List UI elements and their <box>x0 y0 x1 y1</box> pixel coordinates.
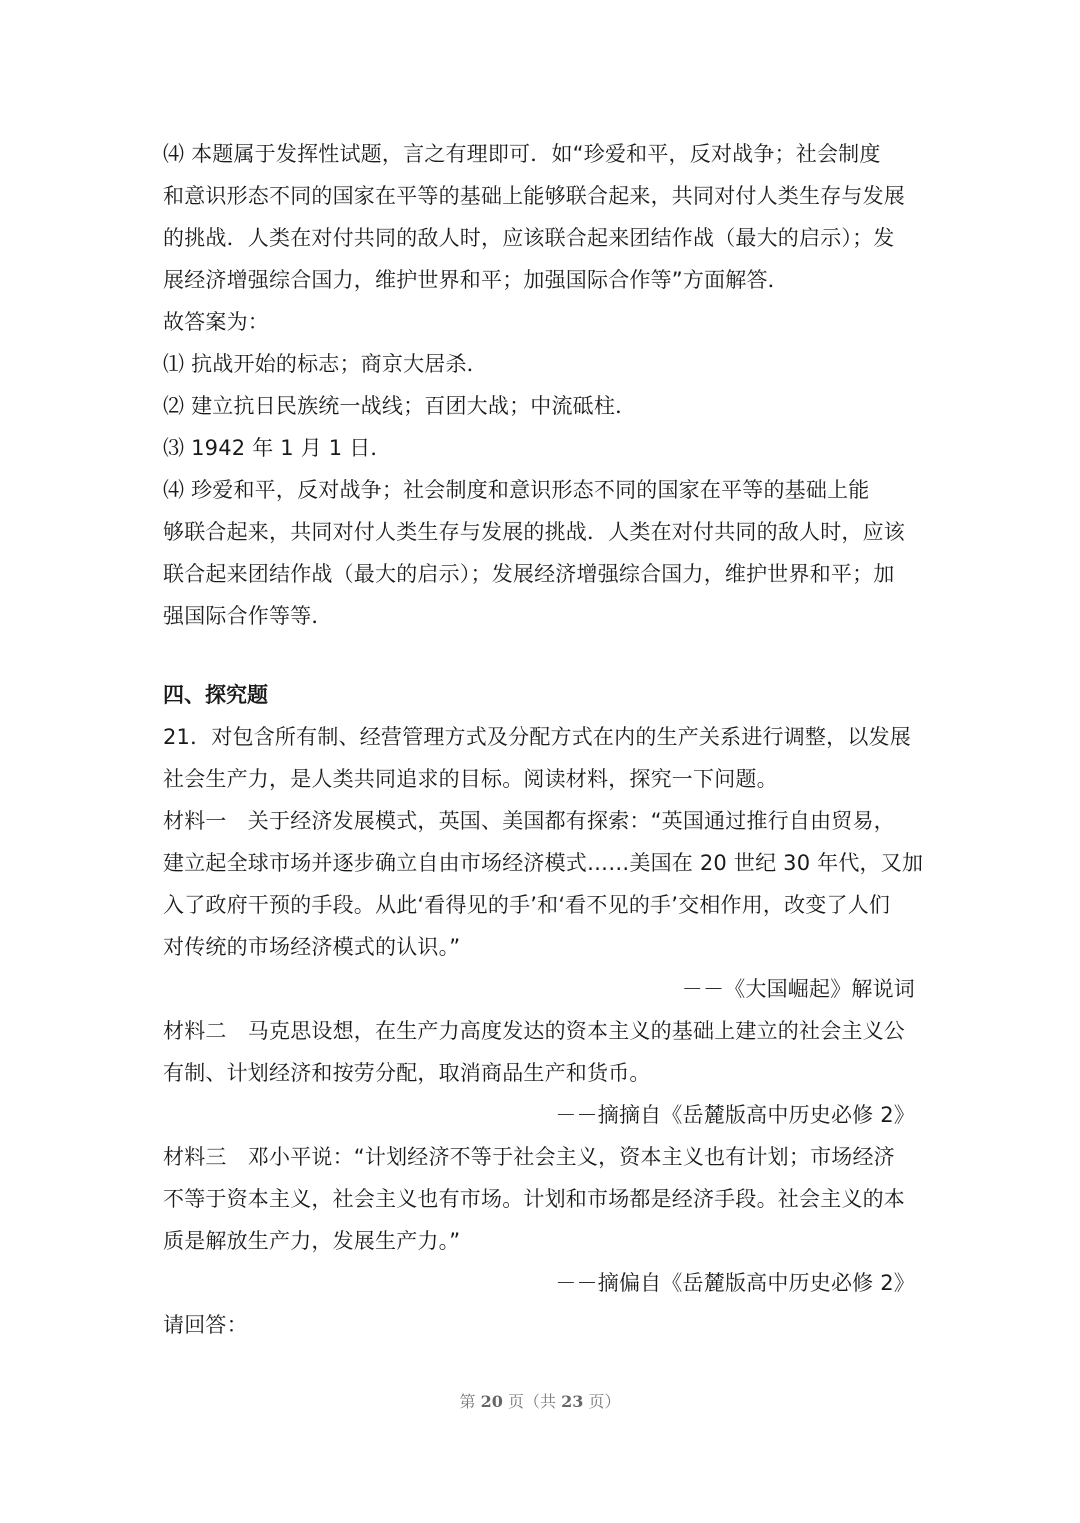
current-page-number: 20 <box>480 1392 503 1411</box>
answer-item-4-cont: 联合起来团结作战（最大的启示）；发展经济增强综合国力，维护世界和平；加 <box>163 562 895 586</box>
total-pages-number: 23 <box>561 1392 584 1411</box>
material-line: 不等于资本主义，社会主义也有市场。计划和市场都是经济手段。社会主义的本 <box>163 1187 905 1211</box>
material-source: －－摘摘自《岳麓版高中历史必修 2》 <box>555 1103 915 1127</box>
footer-middle: 页（共 <box>507 1392 556 1411</box>
question-line: 21．对包含所有制、经营管理方式及分配方式在内的生产关系进行调整，以发展 <box>163 725 911 749</box>
answer-item-3: ⑶ 1942 年 1 月 1 日． <box>163 436 392 460</box>
material-line: 材料二 马克思设想，在生产力高度发达的资本主义的基础上建立的社会主义公 <box>163 1019 905 1043</box>
question-21 <box>163 716 915 800</box>
explanation-line: 展经济增强综合国力，维护世界和平；加强国际合作等”方面解答． <box>163 268 789 292</box>
document-page <box>163 133 924 1346</box>
material-line: 建立起全球市场并逐步确立自由市场经济模式……美国在 20 世纪 30 年代，又加 <box>163 851 924 875</box>
explanation-line: ⑷ 本题属于发挥性试题，言之有理即可．如“珍爱和平，反对战争；社会制度 <box>163 142 881 166</box>
material-source: －－《大国崛起》解说词 <box>681 977 915 1001</box>
answer-label: 故答案为： <box>163 310 269 334</box>
answer-item-2: ⑵ 建立抗日民族统一战线；百团大战；中流砥柱． <box>163 394 637 418</box>
material-line: 对传统的市场经济模式的认识。” <box>163 935 461 959</box>
answer-item-4-cont: 够联合起来，共同对付人类生存与发展的挑战．人类在对付共同的敌人时，应该 <box>163 520 905 544</box>
material-2 <box>163 1010 915 1136</box>
explanation-line: 的挑战．人类在对付共同的敌人时，应该联合起来团结作战（最大的启示）；发 <box>163 226 895 250</box>
answer-item-4: ⑷ 珍爱和平，反对战争；社会制度和意识形态不同的国家在平等的基础上能 <box>163 478 870 502</box>
material-line: 有制、计划经济和按劳分配，取消商品生产和货币。 <box>163 1061 651 1085</box>
answer-item-4-cont: 强国际合作等等． <box>163 604 333 628</box>
page-footer <box>0 1389 1080 1412</box>
answer-list <box>163 343 915 637</box>
material-1 <box>163 800 924 1010</box>
explanation-line: 和意识形态不同的国家在平等的基础上能够联合起来，共同对付人类生存与发展 <box>163 184 905 208</box>
answer-prompt: 请回答： <box>163 1313 248 1337</box>
answer-explanation <box>163 133 915 301</box>
answer-item-1: ⑴ 抗战开始的标志；商京大居杀． <box>163 352 488 376</box>
material-line: 质是解放生产力，发展生产力。” <box>163 1229 461 1253</box>
material-line: 材料三 邓小平说：“计划经济不等于社会主义，资本主义也有计划；市场经济 <box>163 1145 895 1169</box>
material-line: 材料一 关于经济发展模式，英国、美国都有探索：“英国通过推行自由贸易， <box>163 809 895 833</box>
footer-prefix: 第 <box>459 1392 476 1411</box>
material-source: －－摘偏自《岳麓版高中历史必修 2》 <box>555 1271 915 1295</box>
material-3 <box>163 1136 915 1304</box>
question-line: 社会生产力，是人类共同追求的目标。阅读材料，探究一下问题。 <box>163 767 778 791</box>
material-line: 入了政府干预的手段。从此‘看得见的手’和‘看不见的手’交相作用，改变了人们 <box>163 893 891 917</box>
footer-suffix: 页） <box>588 1392 621 1411</box>
section-spacer <box>163 637 915 674</box>
section-heading: 四、探究题 <box>163 683 268 707</box>
